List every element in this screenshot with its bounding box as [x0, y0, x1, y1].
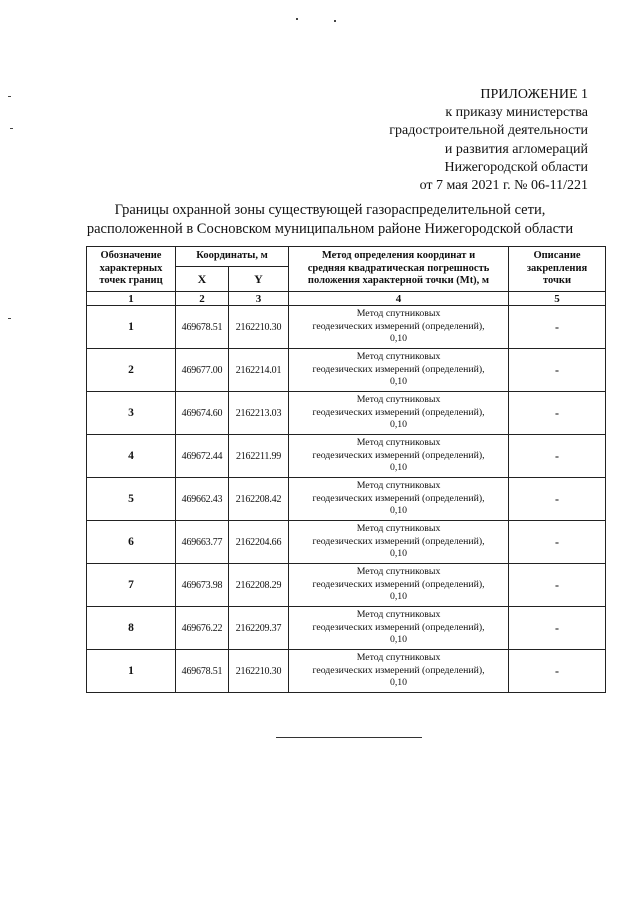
coordinate-y: 2162213.03 [229, 392, 289, 435]
method-description: Метод спутниковых геодезических измерений (определений), 0,10 [289, 392, 509, 435]
boundary-points-table [86, 246, 606, 693]
method-description: Метод спутниковых геодезических измерений (определений), 0,10 [289, 607, 509, 650]
column-number: 3 [229, 292, 289, 306]
method-description: Метод спутниковых геодезических измерений (определений), 0,10 [289, 478, 509, 521]
coordinate-y: 2162208.42 [229, 478, 289, 521]
column-number: 4 [289, 292, 509, 306]
header-method: Метод определения координат и средняя квадратическая погрешность положения характерной точки (Mt), м [289, 247, 509, 292]
table-row [87, 607, 606, 650]
fixing-description: - [509, 349, 606, 392]
point-number: 7 [87, 564, 176, 607]
point-number: 1 [87, 650, 176, 693]
table-row [87, 392, 606, 435]
title-line: Границы охранной зоны существующей газораспределительной сети, [114, 202, 546, 218]
scan-speck [296, 18, 298, 20]
column-number: 1 [87, 292, 176, 306]
table-row [87, 306, 606, 349]
region-line: Нижегородской области [444, 159, 588, 175]
ministry-line: градостроительной деятельности [389, 123, 588, 139]
point-number: 1 [87, 306, 176, 349]
fixing-description: - [509, 521, 606, 564]
header-description: Описание закрепления точки [509, 247, 606, 292]
fixing-description: - [509, 478, 606, 521]
column-number-row [87, 292, 606, 306]
coordinate-x: 469663.77 [176, 521, 229, 564]
header-coordinates: Координаты, м [176, 247, 289, 267]
order-reference-line: к приказу министерства [445, 105, 588, 121]
table-row [87, 435, 606, 478]
coordinate-x: 469678.51 [176, 306, 229, 349]
coordinate-x: 469677.00 [176, 349, 229, 392]
method-description: Метод спутниковых геодезических измерений (определений), 0,10 [289, 650, 509, 693]
table-row [87, 349, 606, 392]
coordinate-y: 2162211.99 [229, 435, 289, 478]
coordinate-y: 2162210.30 [229, 650, 289, 693]
coordinate-x: 469674.60 [176, 392, 229, 435]
coordinate-x: 469678.51 [176, 650, 229, 693]
coordinate-x: 469672.44 [176, 435, 229, 478]
point-number: 6 [87, 521, 176, 564]
fixing-description: - [509, 650, 606, 693]
header-point-designation: Обозначение характерных точек границ [87, 247, 176, 292]
point-number: 5 [87, 478, 176, 521]
point-number: 2 [87, 349, 176, 392]
data-rows [87, 306, 606, 693]
coordinate-y: 2162214.01 [229, 349, 289, 392]
point-number: 8 [87, 607, 176, 650]
table-row [87, 650, 606, 693]
order-date-number: от 7 мая 2021 г. № 06-11/221 [419, 178, 588, 194]
header-x: X [176, 267, 229, 292]
header-y: Y [229, 267, 289, 292]
appendix-header [389, 86, 588, 195]
fixing-description: - [509, 607, 606, 650]
point-number: 4 [87, 435, 176, 478]
point-number: 3 [87, 392, 176, 435]
appendix-label: ПРИЛОЖЕНИЕ 1 [480, 87, 588, 102]
table-row [87, 478, 606, 521]
coordinate-x: 469662.43 [176, 478, 229, 521]
coordinate-x: 469673.98 [176, 564, 229, 607]
signature-line [276, 737, 422, 738]
coordinate-y: 2162208.29 [229, 564, 289, 607]
ministry-line: и развития агломераций [444, 141, 588, 157]
fixing-description: - [509, 435, 606, 478]
title-line: расположенной в Сосновском муниципальном районе Нижегородской области [86, 221, 574, 237]
coordinate-y: 2162209.37 [229, 607, 289, 650]
column-number: 2 [176, 292, 229, 306]
scan-speck [8, 96, 11, 97]
method-description: Метод спутниковых геодезических измерений (определений), 0,10 [289, 306, 509, 349]
method-description: Метод спутниковых геодезических измерений (определений), 0,10 [289, 564, 509, 607]
coordinate-y: 2162204.66 [229, 521, 289, 564]
method-description: Метод спутниковых геодезических измерений (определений), 0,10 [289, 435, 509, 478]
scan-speck [10, 128, 13, 129]
method-description: Метод спутниковых геодезических измерений (определений), 0,10 [289, 349, 509, 392]
document-title [60, 201, 600, 239]
fixing-description: - [509, 564, 606, 607]
scan-speck [8, 318, 11, 319]
fixing-description: - [509, 392, 606, 435]
coordinate-y: 2162210.30 [229, 306, 289, 349]
column-number: 5 [509, 292, 606, 306]
coordinate-x: 469676.22 [176, 607, 229, 650]
table-row [87, 564, 606, 607]
table-row [87, 521, 606, 564]
scan-speck [334, 20, 336, 22]
fixing-description: - [509, 306, 606, 349]
method-description: Метод спутниковых геодезических измерений (определений), 0,10 [289, 521, 509, 564]
